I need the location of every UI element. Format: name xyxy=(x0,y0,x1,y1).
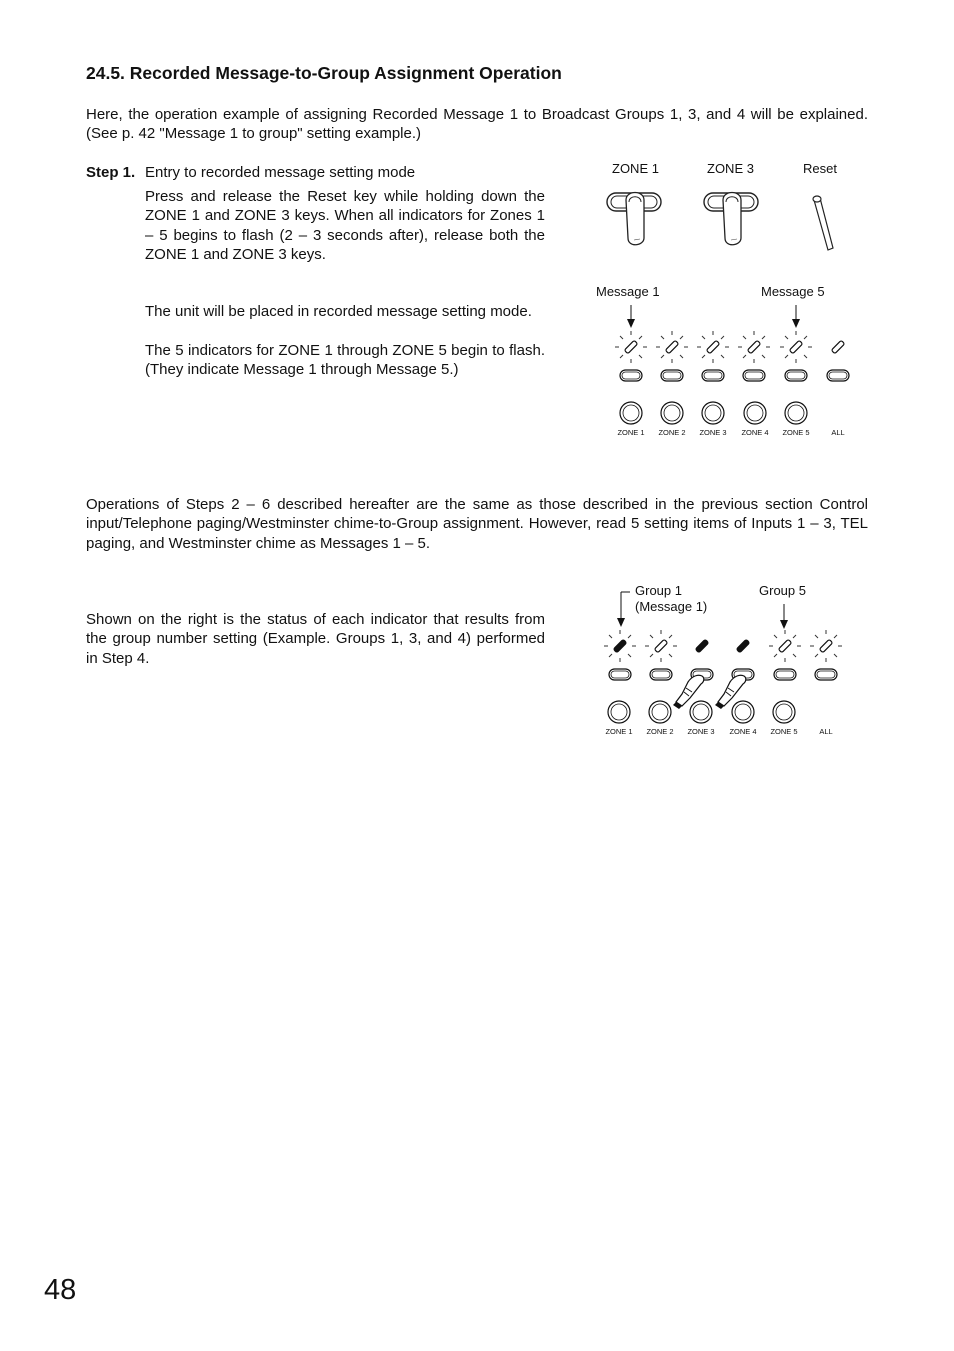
fig1-reset-label: Reset xyxy=(803,161,837,176)
fig3-zone4-caption: ZONE 4 xyxy=(729,727,757,736)
step1-heading: Entry to recorded message setting mode xyxy=(145,164,416,181)
fig2-zone3-caption: ZONE 3 xyxy=(699,428,727,437)
fig3-zone2-caption: ZONE 2 xyxy=(646,727,674,736)
fig2-key-row-icon xyxy=(600,366,860,386)
step1-label: Step 1. xyxy=(86,164,136,181)
fig2-zone-button-row-icon xyxy=(600,398,820,428)
fig1-zone3-label: ZONE 3 xyxy=(707,161,754,176)
fig3-zone5-caption: ZONE 5 xyxy=(770,727,798,736)
fig2-arrow-message5 xyxy=(788,305,804,329)
fig2-led-zone5-flashing xyxy=(779,330,813,364)
operations-note: Operations of Steps 2 – 6 described hereafter are the same as those described in the previous section Control input/Telephone paging/Westminster chime-to-Group assignment. However, read 5 setting items of Inputs 1 – 3, TEL paging, and Westminster chime as Messages 1 – 5. xyxy=(86,496,868,552)
fig2-all-caption: ALL xyxy=(831,428,845,437)
fig3-zone3-caption: ZONE 3 xyxy=(687,727,715,736)
fig3-led-zone4-lit xyxy=(726,629,760,663)
zone3-key-pressed-icon xyxy=(701,186,761,250)
fig3-group5-label: Group 5 xyxy=(759,583,806,598)
fig2-led-zone4-flashing xyxy=(737,330,771,364)
fig3-led-zone1-lit-flashing xyxy=(603,629,637,663)
fig2-arrow-message1 xyxy=(623,305,639,329)
fig2-message5-label: Message 5 xyxy=(761,284,825,299)
zone1-key-pressed-icon xyxy=(604,186,664,250)
fig2-led-zone2-flashing xyxy=(655,330,689,364)
fig3-arrow-group5 xyxy=(776,604,792,630)
fig3-led-zone2-flashing xyxy=(644,629,678,663)
fig3-arrow-group1 xyxy=(614,590,634,630)
fig3-led-zone5-flashing xyxy=(768,629,802,663)
step1-body-2: The unit will be placed in recorded message setting mode. xyxy=(145,303,532,320)
fig2-zone2-caption: ZONE 2 xyxy=(658,428,686,437)
fig3-message1-label: (Message 1) xyxy=(635,599,708,614)
status-note: Shown on the right is the status of each indicator that results from the group number setting (Example. Groups 1, 3, and 4) performed in Step 4. xyxy=(86,611,545,667)
intro-paragraph: Here, the operation example of assigning Recorded Message 1 to Broadcast Groups 1, 3, and 4 will be explained. (See p. 42 "Message 1 to group" setting example.) xyxy=(86,106,868,143)
fig3-zone1-caption: ZONE 1 xyxy=(605,727,633,736)
fig3-all-caption: ALL xyxy=(819,727,833,736)
fig2-zone4-caption: ZONE 4 xyxy=(741,428,769,437)
step1-body-3: The 5 indicators for ZONE 1 through ZONE 5 begin to flash. (They indicate Message 1 through Message 5.) xyxy=(145,342,545,379)
step1-body-1: Press and release the Reset key while holding down the ZONE 1 and ZONE 3 keys. When all indicators for Zones 1 – 5 begins to flash (2 – 3 seconds after), release both the ZONE 1 and ZONE 3 keys. xyxy=(145,188,545,263)
fig2-led-zone1-flashing xyxy=(614,330,648,364)
fig2-led-all-off xyxy=(821,330,855,364)
fig1-zone1-label: ZONE 1 xyxy=(612,161,659,176)
section-title: 24.5. Recorded Message-to-Group Assignment Operation xyxy=(86,63,562,83)
fig2-zone1-caption: ZONE 1 xyxy=(617,428,645,437)
page-number: 48 xyxy=(44,1274,77,1306)
reset-pin-icon xyxy=(810,194,836,254)
fig2-zone5-caption: ZONE 5 xyxy=(782,428,810,437)
fig3-led-zone3-lit xyxy=(685,629,719,663)
fig3-finger-zone4-icon xyxy=(714,670,750,710)
fig3-led-all-flashing xyxy=(809,629,843,663)
fig3-finger-zone3-icon xyxy=(672,670,708,710)
fig2-led-zone3-flashing xyxy=(696,330,730,364)
fig3-group1-label: Group 1 xyxy=(635,583,682,598)
fig2-message1-label: Message 1 xyxy=(596,284,660,299)
